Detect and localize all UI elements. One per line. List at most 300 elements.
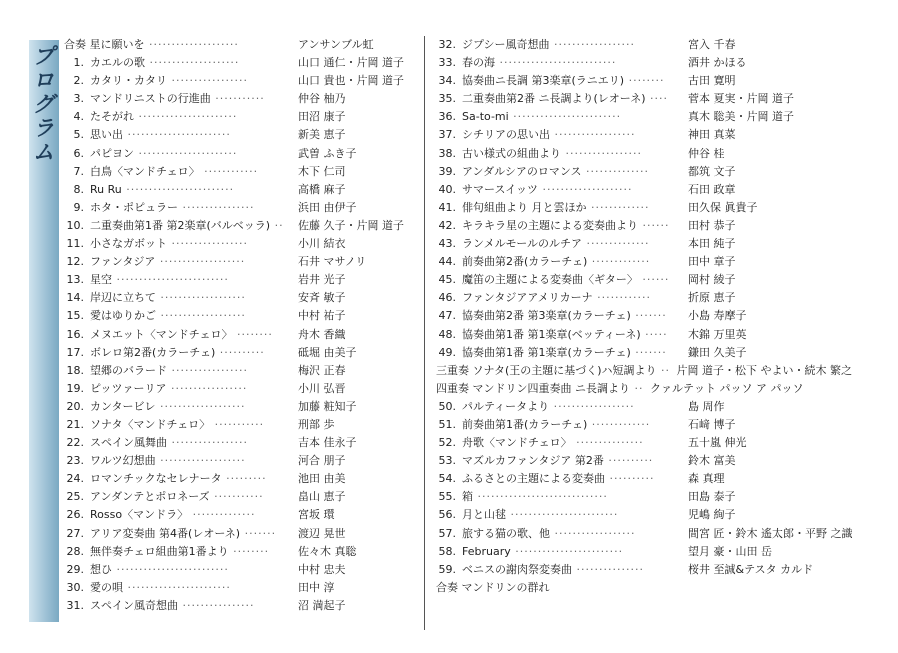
program-entry (436, 217, 876, 235)
program-entry (436, 145, 876, 163)
piece-title: 思い出 (90, 128, 123, 142)
program-entry (64, 181, 418, 199)
piece-title: カエルの歌 (90, 56, 145, 70)
piece-title: マンドリニストの行進曲 (90, 92, 211, 106)
leader-dots: ························· (112, 562, 229, 576)
entry-number: 23. (66, 454, 84, 468)
entry-number: 49. (438, 345, 456, 359)
program-entry (64, 597, 418, 615)
leader-dots: ·············· (188, 508, 256, 522)
leader-dots: ··················· (156, 309, 246, 323)
leader-dots: ·········· (605, 472, 655, 486)
program-right-column (436, 36, 876, 597)
piece-title: アリア変奏曲 第4番(レオーネ) (90, 526, 241, 540)
leader-dots: ··········· (210, 92, 265, 106)
program-heading: プログラム (29, 44, 54, 164)
piece-title: ファンタジアアメリカーナ (462, 291, 593, 305)
leader-dots: ······ (638, 218, 670, 232)
performer-name: 宮坂 環 (298, 508, 335, 522)
performer-name: 田沼 康子 (298, 110, 346, 124)
entry-number: 30. (66, 580, 84, 594)
leader-dots: ······· (240, 526, 277, 540)
leader-dots: ··········· (210, 417, 265, 431)
entry-number: 40. (438, 182, 456, 196)
entry-number: 56. (438, 508, 456, 522)
piece-title: 春の海 (462, 56, 495, 70)
performer-name: 石井 マサノリ (298, 255, 367, 269)
performer-name: 山口 通仁・片岡 道子 (298, 56, 404, 70)
leader-dots: ············ (199, 164, 259, 178)
entry-number: 35. (438, 92, 456, 106)
piece-title: 箱 (462, 490, 473, 504)
piece-title: カタリ・カタリ (90, 74, 167, 88)
entry-number: 58. (438, 544, 456, 558)
performer-name: 望月 豪・山田 岳 (688, 544, 772, 558)
column-divider (424, 36, 425, 630)
performer-name: 砥堀 由美子 (298, 345, 357, 359)
piece-title: メヌエット〈マンドチェロ〉 (90, 327, 233, 341)
program-entry (64, 36, 418, 54)
program-entry (64, 199, 418, 217)
piece-title: ワルツ幻想曲 (90, 454, 156, 468)
piece-title: サマースイッツ (462, 182, 539, 196)
program-entry (64, 108, 418, 126)
leader-dots: ················ (178, 200, 255, 214)
performer-name: 小川 結衣 (298, 237, 346, 251)
program-entry (64, 434, 418, 452)
performer-name: 河合 朋子 (298, 454, 346, 468)
piece-title: シチリアの思い出 (462, 128, 550, 142)
entry-number: 53. (438, 454, 456, 468)
program-entry (64, 362, 418, 380)
program-entry (64, 470, 418, 488)
entry-number: 33. (438, 56, 456, 70)
program-entry (436, 163, 876, 181)
performer-name: 田島 泰子 (688, 490, 736, 504)
leader-dots: ······················· (123, 128, 231, 142)
leader-dots: ······ (637, 273, 670, 287)
leader-dots: ···················· (144, 38, 239, 51)
leader-dots: ······················ (134, 146, 238, 160)
performer-name: 田久保 眞貴子 (688, 200, 758, 214)
entry-number: 44. (438, 255, 456, 269)
program-entry (436, 126, 876, 144)
program-entry (64, 525, 418, 543)
program-entry (64, 561, 418, 579)
piece-title: ランメルモールのルチア (462, 237, 583, 251)
piece-title: 合奏 マンドリンの群れ (436, 580, 550, 594)
entry-number: 6. (73, 146, 84, 160)
leader-dots: ·················· (550, 526, 636, 540)
program-entry (64, 543, 418, 561)
leader-dots: ···················· (145, 56, 240, 70)
performer-name: 高橋 麻子 (298, 182, 346, 196)
entry-number: 31. (66, 598, 84, 612)
leader-dots: ················· (561, 146, 642, 160)
performer-name: アンサンブル虹 (298, 38, 374, 51)
program-entry (436, 488, 876, 506)
entry-number: 24. (66, 472, 84, 486)
leader-dots: ·························· (495, 56, 617, 70)
entry-number: 29. (66, 562, 84, 576)
leader-dots: ······· (630, 345, 667, 359)
piece-title: ロマンチックなセレナータ (90, 472, 222, 486)
piece-title: 協奏曲第1番 第1楽章(カラーチェ) (462, 345, 631, 359)
program-entry (436, 416, 876, 434)
performer-name: 田村 恭子 (688, 218, 736, 232)
entry-number: 15. (66, 309, 84, 323)
piece-title: たそがれ (90, 110, 134, 124)
performer-name: 中村 忠夫 (298, 562, 346, 576)
program-entry (64, 579, 418, 597)
leader-dots: ······· (630, 309, 667, 323)
piece-title: ジプシー風奇想曲 (462, 38, 550, 51)
leader-dots: ·················· (550, 128, 636, 142)
leader-dots: ·················· (549, 38, 635, 51)
entry-number: 9. (73, 200, 84, 214)
piece-title: 舟歌〈マンドチェロ〉 (462, 436, 572, 450)
entry-number: 28. (66, 544, 84, 558)
leader-dots: ··················· (155, 255, 246, 269)
leader-dots: ················· (167, 363, 248, 377)
program-entry (436, 199, 876, 217)
program-entry (64, 217, 418, 235)
piece-title: 協奏曲ニ長調 第3楽章(ラニエリ) (462, 74, 625, 88)
performer-name: 岡村 綾子 (688, 273, 736, 287)
program-entry (436, 108, 876, 126)
program-entry (64, 90, 418, 108)
program-entry (64, 416, 418, 434)
performer-name: 中村 祐子 (298, 309, 346, 323)
entry-number: 39. (438, 164, 456, 178)
performer-name: 児嶋 絢子 (688, 508, 736, 522)
leader-dots: ················· (166, 381, 248, 395)
entry-number: 27. (66, 526, 84, 540)
performer-name: 神田 真菜 (688, 128, 736, 142)
entry-number: 38. (438, 146, 456, 160)
performer-name: 鎌田 久美子 (688, 345, 747, 359)
performer-name: 安斉 敏子 (298, 291, 346, 305)
leader-dots: ·· (656, 363, 675, 377)
leader-dots: ·········· (215, 345, 265, 359)
piece-title: パピヨン (90, 146, 134, 160)
piece-title: 白鳥〈マンドチェロ〉 (90, 164, 200, 178)
leader-dots: ·············· (581, 164, 649, 178)
piece-title: Ru Ru (90, 182, 122, 196)
entry-number: 18. (66, 363, 84, 377)
entry-number: 57. (438, 526, 456, 540)
performer-name: 刑部 歩 (298, 417, 335, 431)
program-entry (64, 253, 418, 271)
performer-name: 小島 寿摩子 (688, 309, 747, 323)
entry-number: 7. (73, 164, 84, 178)
entry-number: 22. (66, 436, 84, 450)
piece-title: 古い様式の組曲より (462, 146, 561, 160)
program-entry (436, 452, 876, 470)
piece-title: ボレロ第2番(カラーチェ) (90, 345, 216, 359)
leader-dots: ········ (232, 327, 273, 341)
leader-dots: ·· (270, 218, 284, 232)
performer-name: 岩井 光子 (298, 273, 346, 287)
entry-number: 2. (73, 74, 84, 88)
program-entry (436, 90, 876, 108)
performer-name: 五十嵐 伸光 (688, 436, 747, 450)
entry-number: 5. (73, 128, 84, 142)
piece-title: 前奏曲第2番(カラーチェ) (462, 255, 588, 269)
performer-name: 浜田 由伊子 (298, 200, 357, 214)
leader-dots: ············ (592, 291, 652, 305)
performer-name: 田中 章子 (688, 255, 736, 269)
entry-number: 46. (438, 291, 456, 305)
piece-title: 愛の唄 (90, 580, 123, 594)
leader-dots: ·············· (582, 237, 650, 251)
piece-title: 四重奏 マンドリン四重奏曲 ニ長調より (436, 381, 630, 395)
leader-dots: ····· (640, 327, 668, 341)
piece-title: 魔笛の主題による変奏曲〈ギター〉 (462, 273, 638, 287)
entry-number: 26. (66, 508, 84, 522)
entry-number: 51. (438, 417, 456, 431)
piece-title: 旅する猫の歌、他 (462, 526, 550, 540)
piece-title: スペイン風舞曲 (90, 436, 167, 450)
program-entry (64, 506, 418, 524)
program-entry (64, 145, 418, 163)
performer-name: 都筑 文子 (688, 164, 736, 178)
performer-name: 新美 恵子 (298, 128, 346, 142)
entry-number: 48. (438, 327, 456, 341)
program-entry (436, 561, 876, 579)
program-entry (436, 470, 876, 488)
performer-name: 小川 弘晋 (298, 381, 346, 395)
piece-title: 星空 (90, 273, 112, 287)
piece-title: ホタ・ポピュラー (90, 200, 178, 214)
entry-number: 12. (66, 255, 84, 269)
entry-number: 59. (438, 562, 456, 576)
piece-title: February (462, 544, 511, 558)
performer-name: 石﨑 博子 (688, 417, 736, 431)
piece-title: スペイン風奇想曲 (90, 598, 178, 612)
program-entry (436, 543, 876, 561)
performer-name: 仲谷 桂 (688, 146, 725, 160)
entry-number: 11. (66, 237, 84, 251)
leader-dots: ························ (121, 182, 235, 196)
program-entry (64, 326, 418, 344)
entry-number: 34. (438, 74, 456, 88)
performer-name: 間宮 匠・鈴木 遙太郎・平野 之識 (688, 526, 853, 540)
performer-name: 加藤 粧知子 (298, 399, 357, 413)
leader-dots: ··················· (155, 399, 246, 413)
leader-dots: ············· (587, 417, 651, 431)
entry-number: 10. (66, 218, 84, 232)
entry-number: 50. (438, 399, 456, 413)
program-entry (436, 289, 876, 307)
performer-name: 石田 政章 (688, 182, 736, 196)
performer-name: 武曽 ふき子 (298, 146, 357, 160)
piece-title: 前奏曲第1番(カラーチェ) (462, 417, 588, 431)
program-entry (436, 181, 876, 199)
performer-name: 池田 由美 (298, 472, 346, 486)
performer-name: 沼 満起子 (298, 598, 346, 612)
piece-title: マズルカファンタジア 第2番 (462, 454, 604, 468)
program-entry (436, 326, 876, 344)
leader-dots: ························ (508, 110, 622, 124)
entry-number: 43. (438, 237, 456, 251)
entry-number: 20. (66, 399, 84, 413)
performer-name: 木錦 万里英 (688, 327, 747, 341)
leader-dots: ······················ (134, 110, 238, 124)
entry-number: 45. (438, 273, 456, 287)
performer-name: クァルテット パッソ ア パッソ (650, 381, 804, 395)
leader-dots: ··················· (155, 454, 246, 468)
program-entry (436, 72, 876, 90)
leader-dots: ·················· (549, 399, 635, 413)
program-entry (436, 434, 876, 452)
entry-number: 19. (66, 381, 84, 395)
entry-number: 55. (438, 490, 456, 504)
piece-title: ソナタ〈マンドチェロ〉 (90, 417, 211, 431)
piece-title: Sa-to-mi (462, 110, 509, 124)
performer-name: 舟木 香織 (298, 327, 346, 341)
performer-name: 森 真理 (688, 472, 725, 486)
program-entry (436, 362, 876, 380)
piece-title: ファンタジア (90, 255, 156, 269)
program-entry (64, 344, 418, 362)
leader-dots: ························ (506, 508, 619, 522)
leader-dots: ···················· (538, 182, 633, 196)
performer-name: 鈴木 富美 (688, 454, 736, 468)
piece-title: 協奏曲第1番 第1楽章(ベッティーネ) (462, 327, 641, 341)
program-entry (64, 54, 418, 72)
leader-dots: ························ (510, 544, 624, 558)
program-entry (64, 163, 418, 181)
piece-title: 想ひ (90, 562, 112, 576)
leader-dots: ···· (645, 92, 669, 106)
piece-title: 二重奏曲第1番 第2楽章(バルベッラ) (90, 218, 271, 232)
leader-dots: ··············· (572, 562, 644, 576)
leader-dots: ············· (587, 255, 651, 269)
leader-dots: ················· (167, 74, 248, 88)
piece-title: ピッツァーリア (90, 381, 167, 395)
leader-dots: ······················· (123, 580, 231, 594)
performer-name: 佐藤 久子・片岡 道子 (298, 218, 404, 232)
program-entry (64, 488, 418, 506)
performer-name: 吉本 佳永子 (298, 436, 357, 450)
performer-name: 宮入 千春 (688, 38, 736, 51)
leader-dots: ················· (167, 237, 248, 251)
performer-name: 折原 恵子 (688, 291, 736, 305)
piece-title: 二重奏曲第2番 ニ長調より(レオーネ) (462, 92, 646, 106)
piece-title: アンダンテとポロネーズ (90, 490, 210, 504)
performer-name: 畠山 恵子 (298, 490, 346, 504)
performer-name: 田中 淳 (298, 580, 335, 594)
piece-title: 小さなガボット (90, 237, 167, 251)
program-entry (436, 36, 876, 54)
piece-title: 岸辺に立ちて (90, 291, 156, 305)
program-entry (436, 54, 876, 72)
entry-number: 37. (438, 128, 456, 142)
program-entry (436, 344, 876, 362)
performer-name: 仲谷 柚乃 (298, 92, 346, 106)
leader-dots: ········ (624, 74, 665, 88)
leader-dots: ··················· (155, 291, 246, 305)
entry-number: 3. (73, 92, 84, 106)
program-entry (64, 452, 418, 470)
piece-title: 月と山毬 (462, 508, 506, 522)
performer-name: 渡辺 晃世 (298, 526, 346, 540)
entry-number: 16. (66, 327, 84, 341)
leader-dots: ··············· (571, 436, 644, 450)
entry-number: 54. (438, 472, 456, 486)
performer-name: 本田 純子 (688, 237, 736, 251)
piece-title: ベニスの謝肉祭変奏曲 (462, 562, 572, 576)
piece-title: 望郷のバラード (90, 363, 167, 377)
entry-number: 14. (66, 291, 84, 305)
entry-number: 8. (73, 182, 84, 196)
entry-number: 36. (438, 110, 456, 124)
performer-name: 山口 貴也・片岡 道子 (298, 74, 404, 88)
program-entry (436, 525, 876, 543)
piece-title: 愛はゆりかご (90, 309, 156, 323)
entry-number: 4. (73, 110, 84, 124)
performer-name: 島 周作 (688, 399, 725, 413)
leader-dots: ·········· (603, 454, 654, 468)
piece-title: 三重奏 ソナタ(王の主題に基づく)ハ短調より (436, 363, 657, 377)
program-entry (64, 271, 418, 289)
leader-dots: ··········· (209, 490, 264, 504)
program-entry (64, 307, 418, 325)
entry-number: 21. (66, 417, 84, 431)
piece-title: ふるさとの主題による変奏曲 (462, 472, 605, 486)
leader-dots: ·· (630, 381, 648, 395)
program-entry (436, 271, 876, 289)
entry-number: 52. (438, 436, 456, 450)
program-left-column (64, 36, 418, 615)
program-entry (436, 380, 876, 398)
performer-name: 古田 寛明 (688, 74, 736, 88)
performer-name: 菅本 夏実・片岡 道子 (688, 92, 794, 106)
performer-name: 梅沢 正春 (298, 363, 346, 377)
program-entry (64, 235, 418, 253)
performer-name: 桜井 至誠&テスタ カルド (688, 562, 814, 576)
piece-title: キラキラ星の主題による変奏曲より (462, 218, 638, 232)
entry-number: 1. (73, 56, 84, 70)
leader-dots: ················· (167, 436, 248, 450)
piece-title: パルティータより (462, 399, 550, 413)
program-entry (436, 506, 876, 524)
program-entry (64, 289, 418, 307)
program-entry (64, 72, 418, 90)
performer-name: 木下 仁司 (298, 164, 346, 178)
piece-title: 俳句組曲より 月と雲ほか (462, 200, 587, 214)
piece-title: アンダルシアのロマンス (462, 164, 582, 178)
program-entry (436, 307, 876, 325)
program-entry (436, 398, 876, 416)
leader-dots: ········· (221, 472, 267, 486)
performer-name: 酒井 かほる (688, 56, 747, 70)
entry-number: 25. (66, 490, 84, 504)
entry-number: 42. (438, 218, 456, 232)
piece-title: 合奏 星に願いを (64, 38, 145, 51)
piece-title: 無伴奏チェロ組曲第1番より (90, 544, 229, 558)
program-entry (64, 380, 418, 398)
piece-title: Rosso〈マンドラ〉 (90, 508, 189, 522)
program-entry (436, 235, 876, 253)
entry-number: 47. (438, 309, 456, 323)
leader-dots: ························· (112, 273, 229, 287)
performer-name: 片岡 道子・松下 やよい・続木 繁之 (676, 363, 853, 377)
performer-name: 真木 聡美・片岡 道子 (688, 110, 794, 124)
program-entry (436, 579, 876, 597)
entry-number: 41. (438, 200, 456, 214)
